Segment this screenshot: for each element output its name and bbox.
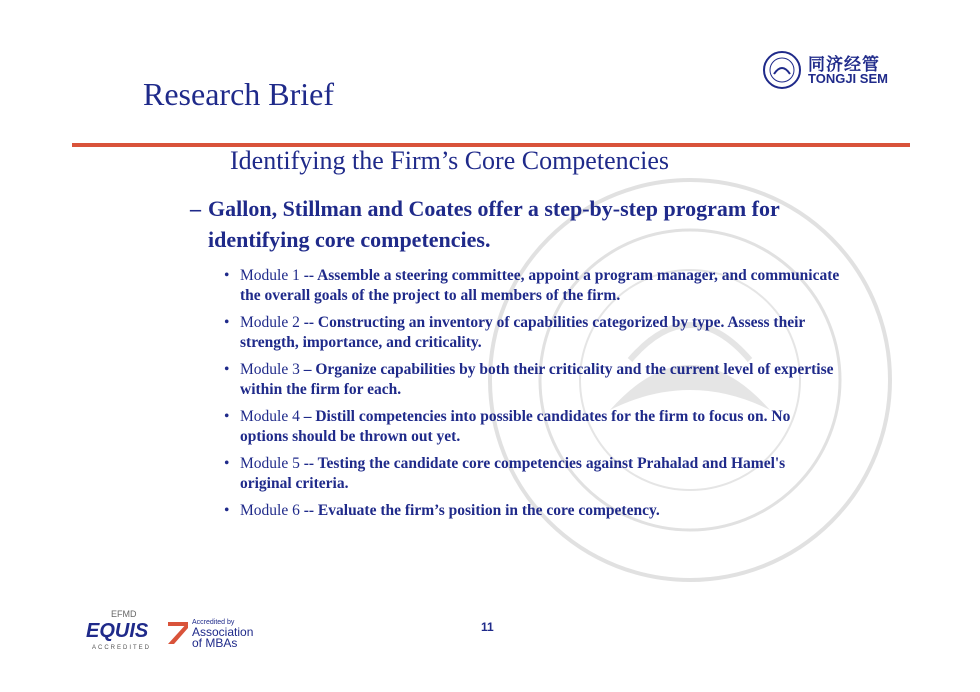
module-separator: --: [299, 455, 318, 472]
module-separator: --: [299, 314, 318, 331]
page-number: 11: [481, 620, 494, 634]
bullet-marker: •: [224, 455, 230, 472]
module-description: Evaluate the firm’s position in the core competency.: [317, 502, 660, 519]
module-label: Module 3: [240, 361, 300, 378]
lead-dash: –: [190, 196, 201, 221]
module-description: Assemble a steering committee, appoint a program manager, and communicate the overall goals of the project to all members of the firm.: [240, 267, 840, 304]
slide-title: Research Brief: [143, 76, 335, 112]
slide-subtitle: Identifying the Firm’s Core Competencies: [230, 146, 670, 175]
module-description: Constructing an inventory of capabilities categorized by type. Assess their strength, importance, and criticality.: [240, 314, 805, 351]
bullet-marker: •: [224, 502, 230, 519]
bullet-marker: •: [224, 267, 230, 284]
module-separator: –: [299, 408, 316, 425]
module-list: [220, 266, 840, 528]
module-item: [220, 407, 840, 447]
amba-line-2: of MBAs: [192, 636, 238, 650]
amba-logo-mark: [166, 620, 190, 646]
module-label: Module 4: [240, 408, 300, 425]
module-label: Module 6: [240, 502, 300, 519]
equis-logo-text: EQUIS: [86, 620, 149, 642]
module-label: Module 5: [240, 455, 300, 472]
module-separator: --: [299, 502, 318, 519]
module-label: Module 1: [240, 267, 300, 284]
bullet-marker: •: [224, 361, 230, 378]
module-separator: --: [299, 267, 318, 284]
efmd-label: EFMD: [111, 609, 137, 619]
amba-name: [192, 627, 253, 649]
module-item: [220, 313, 840, 353]
tongji-seal-logo: [762, 50, 802, 90]
module-separator: –: [299, 361, 316, 378]
module-item: [220, 360, 840, 400]
logo-chinese-text: 同济经管: [808, 55, 880, 74]
lead-point: [190, 193, 830, 255]
amba-accredited-by: Accredited by: [192, 619, 235, 626]
lead-text: Gallon, Stillman and Coates offer a step-by-step program for identifying core competencies.: [208, 196, 780, 252]
logo-english-text: TONGJI SEM: [808, 71, 888, 86]
module-description: Testing the candidate core competencies against Prahalad and Hamel's original criteria.: [240, 455, 786, 492]
bullet-marker: •: [224, 408, 230, 425]
bullet-marker: •: [224, 314, 230, 331]
module-item: [220, 501, 840, 521]
equis-accredited-text: ACCREDITED: [92, 645, 152, 651]
amba-line-1: Association: [192, 625, 254, 639]
module-description: Organize capabilities by both their criticality and the current level of expertise within the firm for each.: [240, 361, 834, 398]
module-description: Distill competencies into possible candidates for the firm to focus on. No options should be thrown out yet.: [240, 408, 791, 445]
module-item: [220, 266, 840, 306]
module-label: Module 2: [240, 314, 300, 331]
module-item: [220, 454, 840, 494]
